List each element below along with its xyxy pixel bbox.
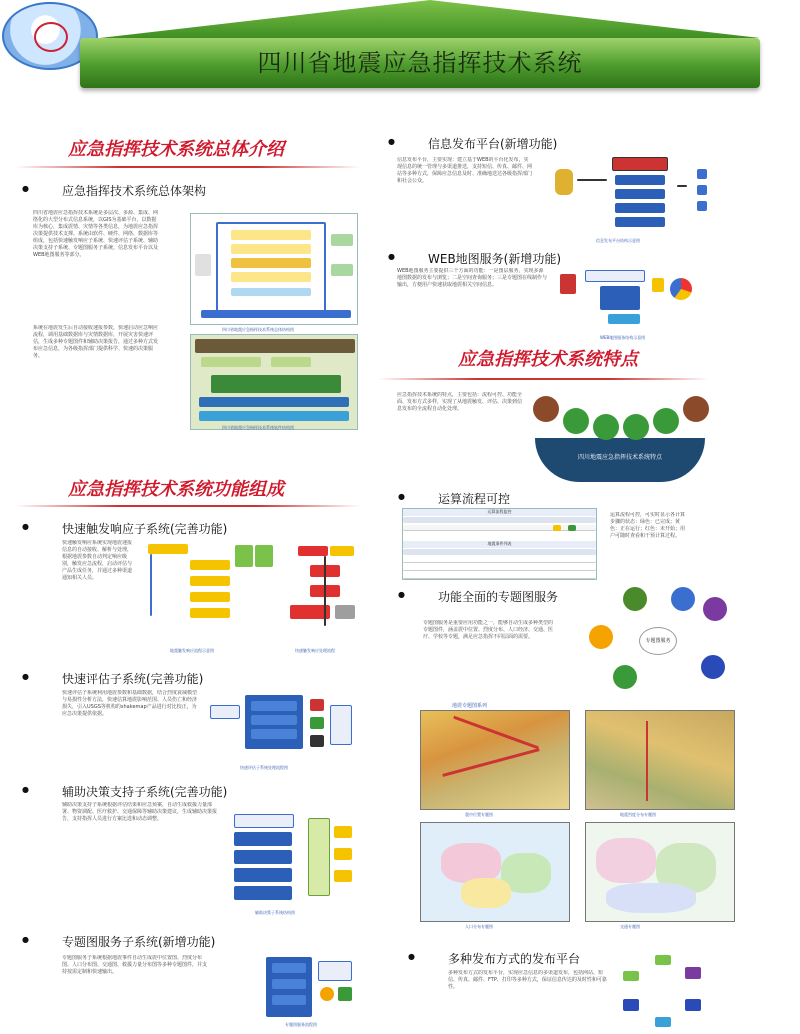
caption: 四川省地震应急指挥技术系统软件结构图: [222, 425, 294, 430]
map-intensity: [585, 710, 735, 810]
caption: 快速触发响应处理流程: [295, 648, 335, 653]
decision-text: 辅助决策支持子系统根据评估结果和应急预案，自动生成救援力量部署、物资调配、医疗救护、交通保障等辅助决策建议，生成辅助决策报告，支持指挥人员进行方案比选和动态调整。: [62, 802, 217, 822]
subsection-assessment: ● 快速评估子系统(完善功能): [62, 670, 203, 687]
trigger-process-diagram: [280, 540, 360, 645]
subsection-decision: ● 辅助决策支持子系统(完善功能): [62, 783, 227, 800]
caption: 地震触发响应流程示意图: [170, 648, 214, 653]
subsection-trigger: ● 快速触发响应子系统(完善功能): [62, 520, 227, 537]
multi-publish-diagram: [615, 955, 715, 1033]
section-title-features: 应急指挥技术系统特点: [458, 349, 638, 370]
caption: 快速评估子系统处理流程图: [240, 765, 288, 770]
subsection-multi-publish: ● 多种发布方式的发布平台: [448, 950, 580, 967]
page-title: 四川省地震应急指挥技术系统: [257, 49, 583, 77]
publish-diagram: [547, 155, 727, 233]
flow-table: [402, 508, 597, 580]
trigger-text: 快速触发响应系统实现地震速报信息的自动接收、解析与处理，根据地震参数自动判定响应级别，触发应急流程，启动评估与产品生成任务，并通过多种渠道通知相关人员。: [62, 540, 132, 581]
banner-roof: [100, 0, 760, 38]
assessment-diagram: [205, 695, 355, 755]
thematic-text: 专题图服务子系统根据地震事件自动生成震中位置图、烈度分布图、人口分布图、交通图、救援力量分布图等多种专题图件，并支持按需定制和快速输出。: [62, 955, 207, 975]
divider: [378, 378, 708, 380]
flow-text: 运算流程可控，可实时显示各计算步骤的状态：绿色：已完成；黄色：正在运行；红色：未开始；用户可随时查看和干预计算过程。: [610, 512, 685, 539]
map-traffic: [585, 822, 735, 922]
map-epicenter: [420, 710, 570, 810]
caption: 人口分布专题图: [465, 924, 493, 929]
subsection-thematic: ● 专题图服务子系统(新增功能): [62, 933, 215, 950]
section-title-function: 应急指挥技术系统功能组成: [68, 479, 284, 500]
architecture-diagram: [190, 213, 358, 325]
publish-text: 信息发布平台，主要实现：建立基于WEB的平台化发布，实现信息的统一管理与多渠道推送，支持短信、传真、邮件、网站等多种方式，保障应急信息及时、准确地送达各级指挥部门和社会公众。: [397, 157, 532, 184]
architecture-text: 四川省地震应急指挥技术系统是多层次、多源、集成、网络化的大型分布式信息系统，以GIS为基础平台，以数据库为核心，集成震情、灾情等各类信息，为地震应急指挥决策提供技术支撑。系统由软件、硬件、网络、数据库等组成，包括快速触发响应子系统、快速评估子系统、辅助决策支持子系统、专题图服务子系统、信息发布平台以及WEB地图服务等部分。: [33, 210, 158, 258]
flow-table-title-2: 地震事件列表: [403, 541, 596, 548]
trigger-flow-diagram: [140, 538, 235, 638]
caption: 交通专题图: [620, 924, 640, 929]
thematic-diagram: [262, 953, 358, 1023]
hub-label: 专题图服务: [645, 638, 671, 644]
title-banner: [80, 38, 760, 88]
subsection-flow: ● 运算流程可控: [438, 490, 510, 507]
subsection-architecture: ● 应急指挥技术系统总体架构: [62, 182, 206, 199]
assessment-text: 快速评估子系统利用地震参数和基础数据，结合烈度衰减模型与易损性分析方法，快速估算地震影响范围、人员伤亡和经济损失，引入USGS等机构的shakemap产品进行对比校正，为应急决策提供依据。: [62, 690, 197, 717]
features-diagram: [525, 388, 715, 483]
section-title-intro: 应急指挥技术系统总体介绍: [68, 139, 284, 160]
caption: 专题图服务流程图: [285, 1022, 317, 1027]
thematic-service-text: 专题图服务是重要应用功能之一，能够自动生成多种类型的专题图件，涵盖震中位置、烈度分布、人口经济、交通、医疗、学校等专题，满足应急指挥不同层面的需要。: [423, 620, 553, 640]
webgis-text: WEB地图服务主要提供三个方面的功能：一是图层服务，实现多源地图数据的发布与浏览；二是空间查询服务；三是专题图在线制作与输出，方便用户快速获取地震相关空间信息。: [397, 268, 547, 288]
caption: 四川省地震应急指挥技术系统总体结构图: [222, 327, 294, 332]
map-population: [420, 822, 570, 922]
caption: 信息发布平台结构示意图: [596, 238, 640, 243]
software-diagram: [190, 334, 358, 430]
architecture-text-2: 系统在地震发生后自动接收速报参数，快速启动应急响应流程，调用基础数据库与灾情数据库，开展灾害快速评估，生成多种专题图件和辅助决策报告，通过多种方式发布应急信息，为各级指挥部门提供科学、快速的决策服务。: [33, 325, 158, 359]
caption: 地震烈度分布专题图: [620, 812, 656, 817]
subsection-webgis: ● WEB地图服务(新增功能): [428, 250, 561, 267]
thematic-hub-diagram: [583, 585, 733, 700]
subsection-thematic-service: ● 功能全面的专题图服务: [438, 588, 558, 605]
caption: WEB地图服务结构示意图: [600, 335, 646, 340]
trigger-icons: [235, 545, 275, 569]
divider: [15, 166, 360, 168]
caption: 辅助决策子系统结构图: [255, 910, 295, 915]
decision-diagram: [228, 808, 358, 908]
maps-title: 地震专题图系列: [452, 703, 488, 709]
caption: 震中位置专题图: [465, 812, 493, 817]
webgis-diagram: [560, 268, 700, 333]
features-text: 应急指挥技术系统的特点，主要包括：流程可控、功能全面、发布方式多样，实现了从地震触发、评估、决策到信息发布的全流程自动化处理。: [397, 392, 523, 412]
multi-publish-text: 多种发布方式的发布平台，实现应急信息的多渠道发布，包括网站、短信、传真、邮件、FTP、打印等多种方式，保证信息传达的及时性和可靠性。: [448, 970, 607, 990]
subsection-publish: ● 信息发布平台(新增功能): [428, 135, 557, 152]
divider: [15, 505, 360, 507]
features-center-label: 四川地震应急指挥技术系统特点: [577, 454, 662, 461]
flow-table-title: 运算流程监控: [403, 509, 596, 516]
